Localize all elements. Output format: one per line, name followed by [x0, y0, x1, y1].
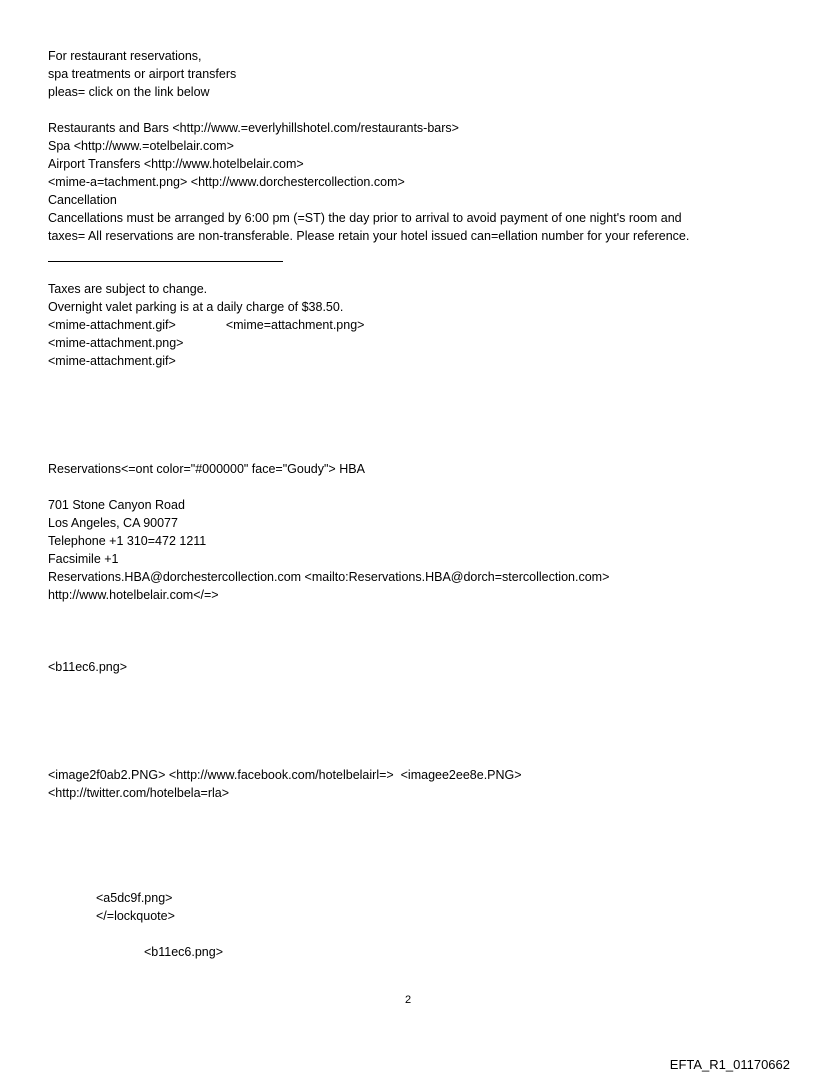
telephone-line: Telephone +1 310=472 1211 [48, 534, 207, 548]
attachment-png[interactable]: <mime-attachment.png> [48, 336, 184, 350]
quote-image: <b11ec6.png> [144, 945, 224, 959]
valet-note: Overnight valet parking is at a daily charge of $38.50. [48, 300, 344, 314]
document-id: EFTA_R1_01170662 [669, 1057, 790, 1072]
quote-end-tag: </=lockquote> [96, 909, 175, 923]
attachment-png[interactable]: <mime=attachment.png> [225, 318, 365, 332]
address-line: 701 Stone Canyon Road [48, 498, 185, 512]
intro-line: pleas= click on the link below [48, 85, 210, 99]
facsimile-line: Facsimile +1 [48, 552, 119, 566]
taxes-note: Taxes are subject to change. [48, 282, 208, 296]
attachment-gif[interactable]: <mime-attachment.gif> [48, 354, 176, 368]
intro-line: For restaurant reservations, [48, 49, 202, 63]
reservations-header: Reservations<=ont color="#000000" face="Goudy"> HBA [48, 462, 365, 476]
divider-rule [48, 261, 283, 262]
airport-transfers-link[interactable]: Airport Transfers <http://www.hotelbelair.com> [48, 157, 304, 171]
intro-line: spa treatments or airport transfers [48, 67, 237, 81]
spa-link[interactable]: Spa <http://www.=otelbelair.com> [48, 139, 234, 153]
website-link[interactable]: http://www.hotelbelair.com</=> [48, 588, 219, 602]
attachment-row [48, 316, 364, 334]
image-placeholder: <b11ec6.png> [48, 660, 128, 674]
page-number: 2 [404, 994, 412, 1006]
attachment-gif[interactable]: <mime-attachment.gif> [48, 318, 176, 332]
city-line: Los Angeles, CA 90077 [48, 516, 178, 530]
restaurants-link[interactable]: Restaurants and Bars <http://www.=everlyhillshotel.com/restaurants-bars> [48, 121, 459, 135]
twitter-link[interactable]: <http://twitter.com/hotelbela=rla> [48, 786, 230, 800]
dorchester-link[interactable]: <mime-a=tachment.png> <http://www.dorchestercollection.com> [48, 175, 405, 189]
facebook-link[interactable]: <image2f0ab2.PNG> <http://www.facebook.com/hotelbelairl=> <imagee2ee8e.PNG> [48, 768, 522, 782]
cancellation-heading: Cancellation [48, 193, 117, 207]
cancellation-text: Cancellations must be arranged by 6:00 pm (=ST) the day prior to arrival to avoid payment of one night's room and [48, 211, 682, 225]
email-link[interactable]: Reservations.HBA@dorchestercollection.com <mailto:Reservations.HBA@dorch=stercollection.com> [48, 570, 610, 584]
cancellation-text: taxes= All reservations are non-transferable. Please retain your hotel issued can=ellation number for your reference. [48, 229, 690, 243]
quote-image: <a5dc9f.png> [96, 891, 173, 905]
